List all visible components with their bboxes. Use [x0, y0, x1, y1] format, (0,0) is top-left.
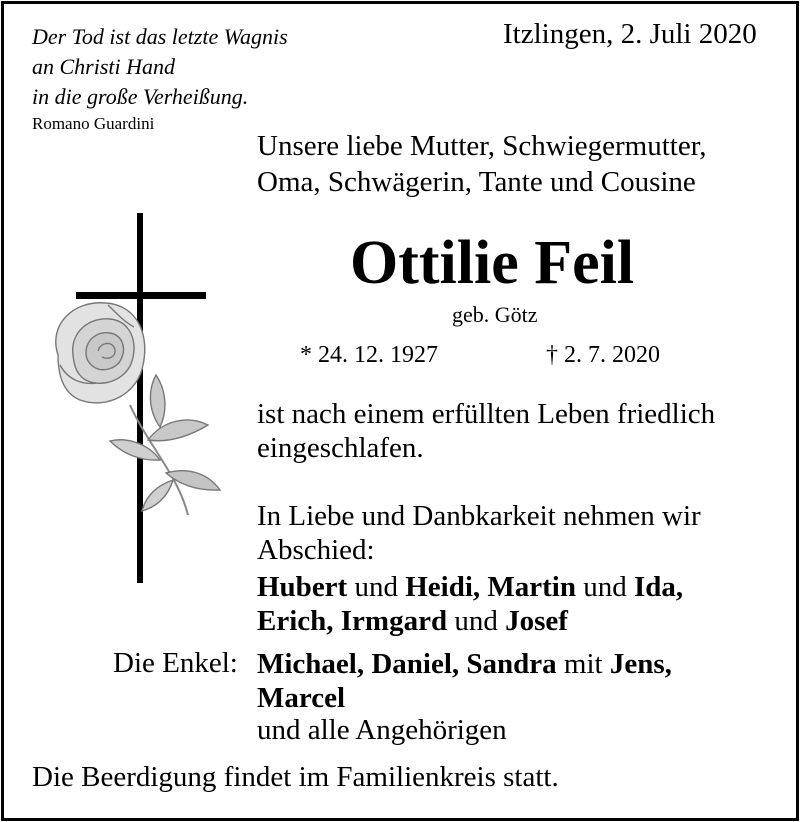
funeral-notice: Die Beerdigung findet im Familienkreis statt. — [32, 761, 559, 793]
grandchild-name: Michael, Daniel, Sandra — [257, 648, 557, 680]
relatives-line: und alle Angehörigen — [257, 714, 507, 746]
connector-text: mit — [556, 648, 610, 680]
farewell-line: In Liebe und Danbkarkeit nehmen wir — [257, 500, 701, 532]
quote-line: Der Tod ist das letzte Wagnis — [32, 24, 288, 49]
intro-text — [257, 128, 706, 200]
mourner-name: Hubert — [257, 571, 348, 603]
farewell-message — [257, 499, 701, 567]
death-date: † 2. 7. 2020 — [546, 342, 660, 368]
quote-line: in die große Verheißung. — [32, 84, 249, 109]
passing-message — [257, 397, 715, 465]
intro-line: Oma, Schwägerin, Tante und Cousine — [257, 166, 696, 198]
mourner-name: Heidi, Martin — [405, 571, 576, 603]
connector-text: und — [575, 571, 634, 603]
connector-text: und — [347, 571, 406, 603]
grandchildren-label: Die Enkel: — [113, 647, 238, 679]
quote-line: an Christi Hand — [32, 54, 176, 79]
grandchildren-row — [257, 647, 672, 681]
mourner-name: Josef — [505, 605, 568, 637]
birth-date: * 24. 12. 1927 — [300, 342, 438, 368]
quote — [32, 22, 288, 112]
mourner-name: Ida, — [633, 571, 684, 603]
cross-and-rose-illustration — [38, 205, 238, 595]
grandchildren-list — [257, 647, 672, 715]
farewell-line: Abschied: — [257, 534, 375, 566]
mourner-name: Erich, Irmgard — [257, 605, 448, 637]
mourners-row — [257, 570, 683, 604]
mourners-row — [257, 604, 683, 638]
born-name: geb. Götz — [452, 302, 538, 327]
mourners-list — [257, 570, 683, 638]
message-line: eingeschlafen. — [257, 432, 424, 464]
dateline: Itzlingen, 2. Juli 2020 — [503, 18, 757, 50]
connector-text: und — [447, 605, 506, 637]
message-line: ist nach einem erfüllten Leben friedlich — [257, 398, 716, 430]
grandchild-name: Marcel — [257, 682, 346, 714]
grandchild-name: Jens, — [609, 648, 672, 680]
grandchildren-row — [257, 681, 672, 715]
intro-line: Unsere liebe Mutter, Schwiegermutter, — [257, 130, 707, 162]
quote-author: Romano Guardini — [32, 114, 155, 133]
deceased-name: Ottilie Feil — [350, 229, 635, 297]
